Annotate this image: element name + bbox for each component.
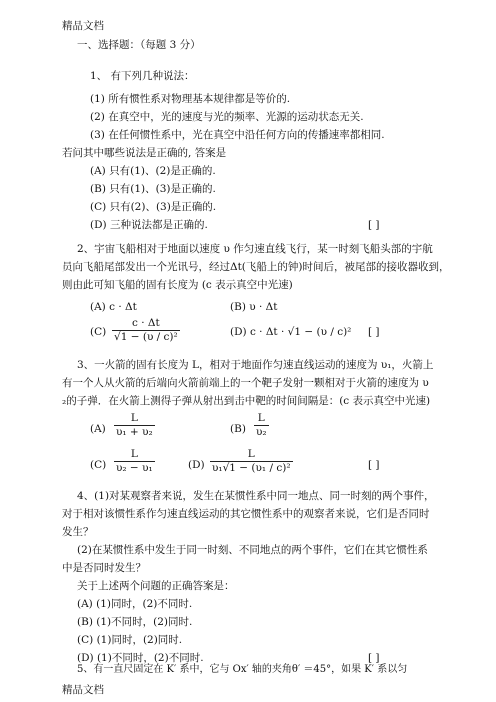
q1-option-a: (A) 只有(1)、(2)是正确的. <box>90 165 216 177</box>
q4-option-b: (B) (1)不同时，(2)同时. <box>77 616 193 628</box>
q1-option-c: (C) 只有(2)、(3)是正确的. <box>90 201 217 213</box>
q3-a-denominator: υ₁ + υ₂ <box>116 426 153 439</box>
q4-line-1: 4、(1)对某观察者来说，发生在某惯性系中同一地点、同一时刻的两个事件， <box>77 490 435 502</box>
q1-option-d: (D) 三种说法都是正确的. <box>90 219 208 231</box>
q2-option-c-fraction <box>112 317 180 344</box>
q3-c-numerator: L <box>114 448 155 462</box>
page-footer: 精品文档 <box>62 684 104 696</box>
q3-d-denominator: υ₁√1 − (υ₁ / c)² <box>212 462 291 475</box>
q1-ask: 若问其中哪些说法是正确的, 答案是 <box>62 147 227 159</box>
page-header: 精品文档 <box>62 20 104 32</box>
q2-option-d: (D) c · Δt · √1 − (υ / c)² <box>230 326 352 338</box>
q2-line-2: 员向飞船尾部发出一个光讯号，经过Δt(飞船上的钟)时间后，被尾部的接收器收到， <box>62 261 450 273</box>
q4-option-c: (C) (1)同时，(2)同时. <box>77 634 183 646</box>
q4-answer-bracket: [ ] <box>368 652 380 664</box>
q1-statement-3: (3) 在任何惯性系中，光在真空中沿任何方向的传播速率都相同. <box>90 129 385 141</box>
section-title: 一、选择题：（每题 3 分） <box>77 39 201 51</box>
q1-stem: 1、 有下列几种说法： <box>90 70 195 82</box>
q3-option-b-fraction <box>254 412 269 439</box>
q4-line-4: (2)在某惯性系中发生于同一时刻、不同地点的两个事件，它们在其它惯性系 <box>77 544 428 556</box>
q3-option-a-fraction <box>114 412 155 439</box>
q3-option-a-label: (A) <box>90 423 106 435</box>
q2-line-1: 2、宇宙飞船相对于地面以速度 υ 作匀速直线飞行，某一时刻飞船头部的宇航 <box>77 243 433 255</box>
q3-d-numerator: L <box>210 448 293 462</box>
q2-c-numerator: c · Δt <box>112 317 180 331</box>
q3-line-2: 有一个人从火箭的后端向火箭前端上的一个靶子发射一颗相对于火箭的速度为 υ <box>62 377 429 389</box>
q2-line-3: 则由此可知飞船的固有长度为 (c 表示真空中光速) <box>62 279 293 291</box>
q4-option-a: (A) (1)同时，(2)不同时. <box>77 598 193 610</box>
q2-option-b: (B) υ · Δt <box>230 301 278 313</box>
q4-ask: 关于上述两个问题的正确答案是： <box>77 580 235 592</box>
q4-option-d: (D) (1)不同时，(2)不同时. <box>77 652 204 664</box>
q3-option-c-fraction <box>114 448 155 475</box>
q4-line-3: 发生？ <box>62 526 94 538</box>
q1-statement-1: (1) 所有惯性系对物理基本规律都是等价的. <box>90 93 291 105</box>
q3-line-3: ₂的子弹．在火箭上测得子弹从射出到击中靶的时间间隔是：(c 表示真空中光速) <box>62 395 431 407</box>
q4-line-2: 对于相对该惯性系作匀速直线运动的其它惯性系中的观察者来说，它们是否同时 <box>62 508 430 520</box>
q2-option-c-label: (C) <box>90 326 107 338</box>
q3-line-1: 3、一火箭的固有长度为 L，相对于地面作匀速直线运动的速度为 υ₁，火箭上 <box>77 359 434 371</box>
q4-line-5: 中是否同时发生？ <box>62 562 146 574</box>
q3-option-d-fraction <box>210 448 293 475</box>
q3-option-d-label: (D) <box>188 459 205 471</box>
q2-c-denominator: √1 − (υ / c)² <box>114 331 178 344</box>
q3-b-denominator: υ₂ <box>256 426 267 439</box>
q3-b-numerator: L <box>254 412 269 426</box>
q3-a-numerator: L <box>114 412 155 426</box>
q3-c-denominator: υ₂ − υ₁ <box>116 462 153 475</box>
q5-line-1: 5、有一直尺固定在 K′ 系中，它与 Ox′ 轴的夹角θ′ ＝45°，如果 K′ 系以匀 <box>77 664 408 675</box>
q2-answer-bracket: [ ] <box>368 326 380 338</box>
q3-option-c-label: (C) <box>90 459 107 471</box>
q1-statement-2: (2) 在真空中，光的速度与光的频率、光源的运动状态无关. <box>90 111 364 123</box>
q1-answer-bracket: [ ] <box>368 219 380 231</box>
q3-answer-bracket: [ ] <box>368 459 380 471</box>
q2-option-a: (A) c · Δt <box>90 301 137 313</box>
q3-option-b-label: (B) <box>230 423 246 435</box>
q1-option-b: (B) 只有(1)、(3)是正确的. <box>90 183 216 195</box>
